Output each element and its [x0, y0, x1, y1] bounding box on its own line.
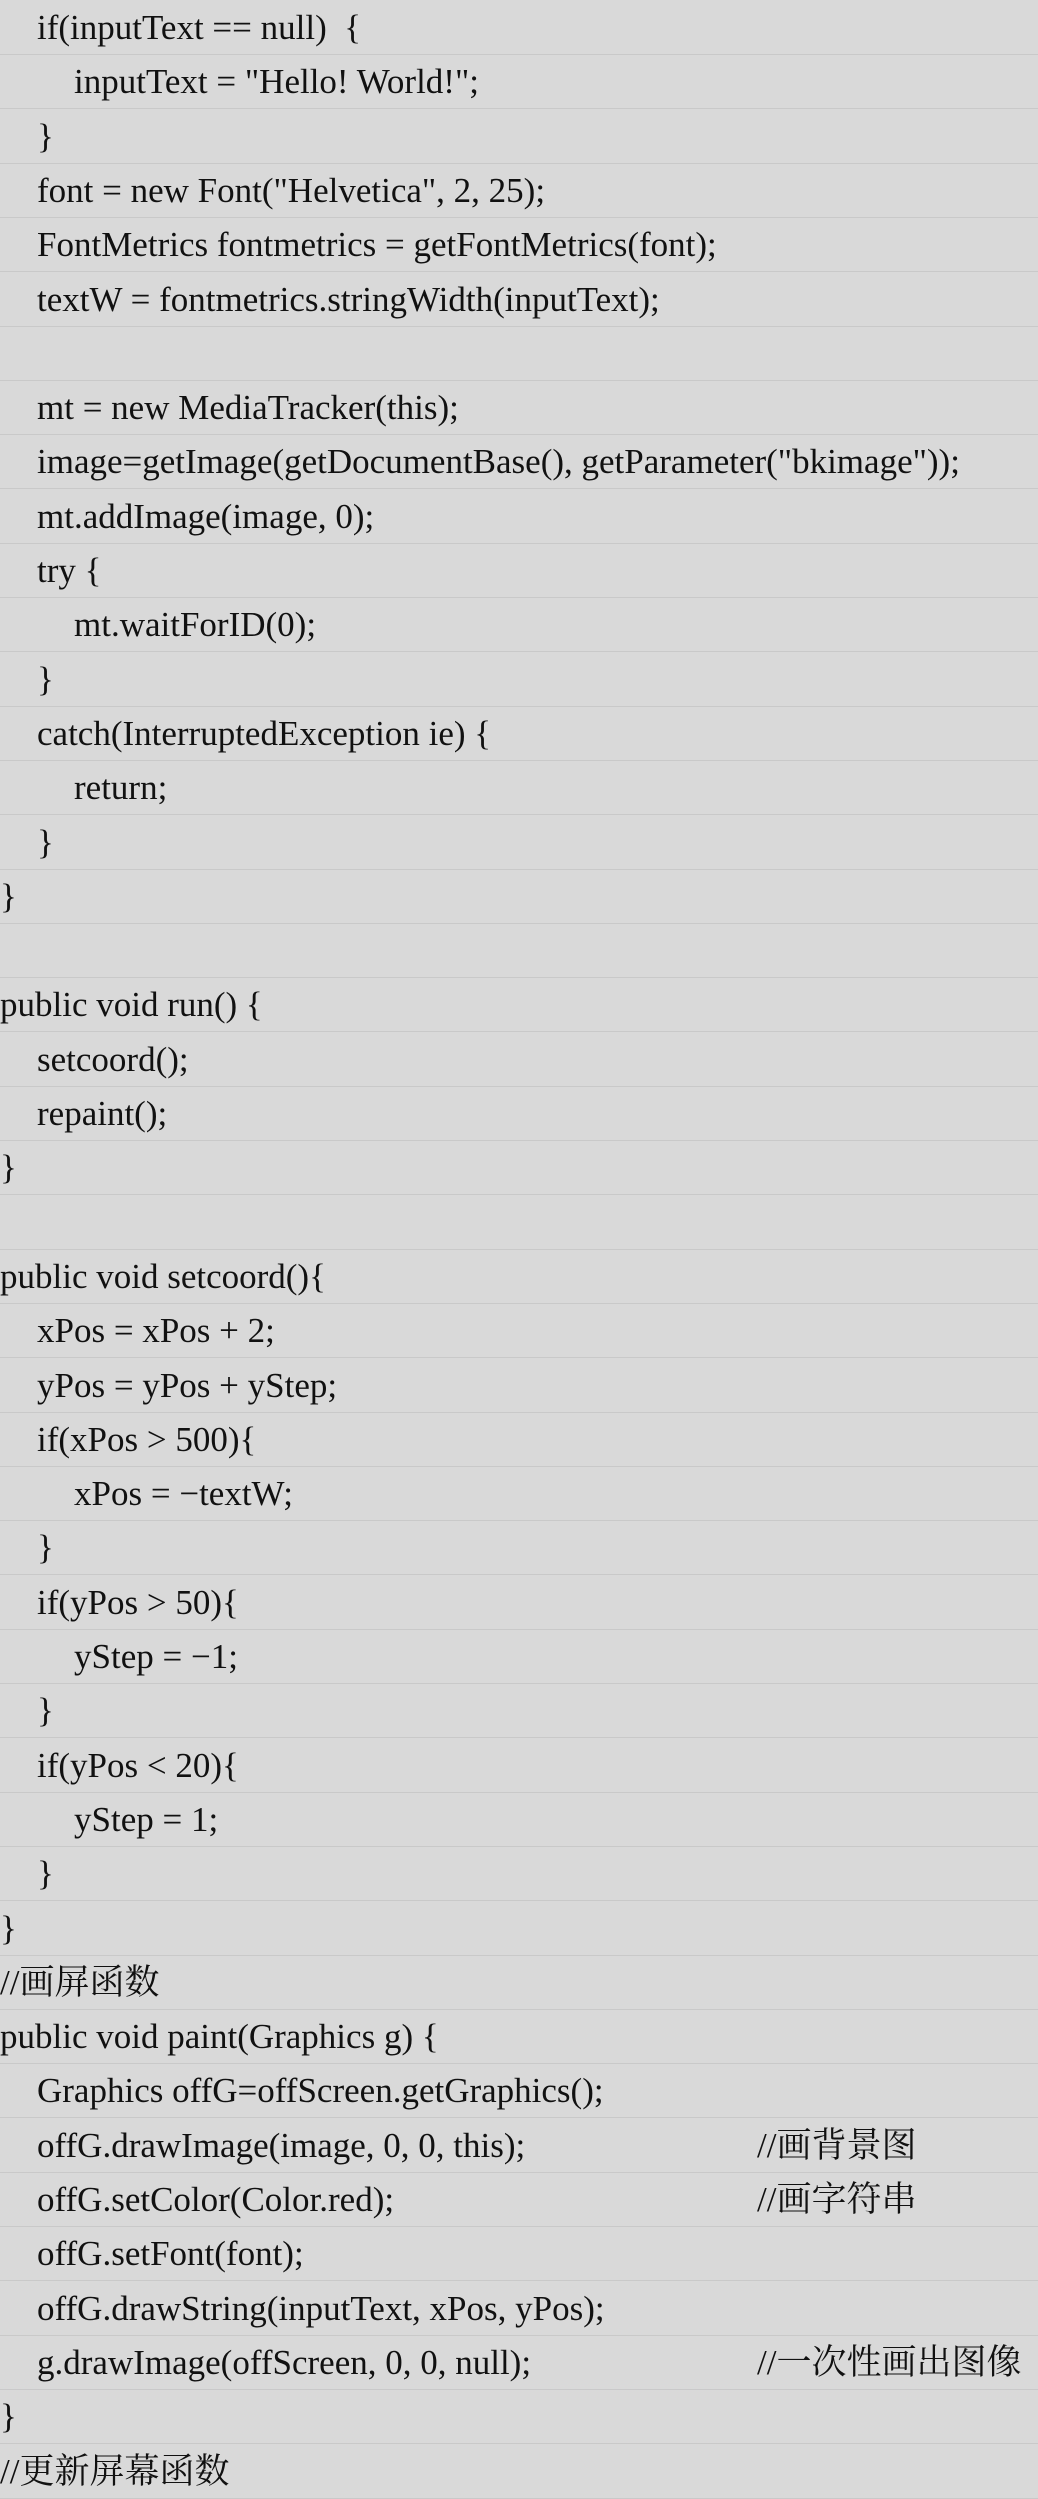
code-line	[0, 164, 1038, 218]
code-line	[0, 707, 1038, 761]
code-text: offG.setFont(font);	[37, 2234, 304, 2273]
code-text: //更新屏幕函数	[0, 2452, 230, 2491]
code-line	[0, 1684, 1038, 1738]
code-line	[0, 653, 1038, 707]
code-line	[0, 218, 1038, 272]
code-line	[0, 327, 1038, 381]
code-text: }	[37, 823, 54, 862]
code-text: mt.addImage(image, 0);	[37, 497, 375, 536]
code-line	[0, 1576, 1038, 1630]
code-line	[0, 1467, 1038, 1521]
code-line	[0, 1413, 1038, 1467]
code-text: if(inputText == null) {	[37, 8, 362, 47]
code-line	[0, 1956, 1038, 2010]
code-line	[0, 1141, 1038, 1195]
code-text: if(yPos > 50){	[37, 1583, 239, 1622]
code-comment: //画背景图	[757, 2126, 917, 2165]
code-line	[0, 55, 1038, 109]
code-text: xPos = xPos + 2;	[37, 1311, 275, 1350]
code-text: font = new Font("Helvetica", 2, 25);	[37, 171, 546, 210]
code-line	[0, 1847, 1038, 1901]
code-line	[0, 2445, 1038, 2499]
code-line	[0, 110, 1038, 164]
code-text: //画屏函数	[0, 1963, 160, 2002]
code-line	[0, 2390, 1038, 2444]
code-text: public void run() {	[0, 985, 263, 1024]
code-text: }	[0, 877, 17, 916]
code-line	[0, 1, 1038, 55]
code-line	[0, 924, 1038, 978]
code-line	[0, 273, 1038, 327]
code-text: public void setcoord(){	[0, 1257, 326, 1296]
code-line	[0, 1087, 1038, 1141]
code-text: repaint();	[37, 1094, 168, 1133]
code-line	[0, 870, 1038, 924]
code-text: return;	[74, 768, 168, 807]
code-comment: //画字符串	[757, 2180, 917, 2219]
code-text: offG.setColor(Color.red);	[37, 2180, 395, 2219]
code-text: }	[0, 2397, 17, 2436]
code-text: textW = fontmetrics.stringWidth(inputText);	[37, 280, 660, 319]
code-text: image=getImage(getDocumentBase(), getParameter("bkimage"));	[37, 442, 960, 481]
code-text: g.drawImage(offScreen, 0, 0, null);	[37, 2343, 532, 2382]
code-text: inputText = "Hello! World!";	[74, 62, 479, 101]
code-text: }	[37, 117, 54, 156]
code-text: }	[37, 1528, 54, 1567]
code-line	[0, 2119, 1038, 2173]
code-line	[0, 598, 1038, 652]
code-line	[0, 1033, 1038, 1087]
code-line	[0, 1359, 1038, 1413]
code-line	[0, 1630, 1038, 1684]
code-line	[0, 490, 1038, 544]
code-line	[0, 381, 1038, 435]
code-text: public void paint(Graphics g) {	[0, 2017, 439, 2056]
code-line	[0, 816, 1038, 870]
code-text: offG.drawImage(image, 0, 0, this);	[37, 2126, 526, 2165]
code-line	[0, 2010, 1038, 2064]
code-text: Graphics offG=offScreen.getGraphics();	[37, 2071, 604, 2110]
code-text: yStep = −1;	[74, 1637, 238, 1676]
code-text: if(xPos > 500){	[37, 1420, 257, 1459]
code-text: yPos = yPos + yStep;	[37, 1366, 338, 1405]
code-line	[0, 761, 1038, 815]
code-text: offG.drawString(inputText, xPos, yPos);	[37, 2289, 605, 2328]
code-line	[0, 1304, 1038, 1358]
code-text: yStep = 1;	[74, 1800, 219, 1839]
code-text: mt = new MediaTracker(this);	[37, 388, 459, 427]
code-text: try {	[37, 551, 102, 590]
code-line	[0, 1739, 1038, 1793]
code-text: FontMetrics fontmetrics = getFontMetrics(font);	[37, 225, 717, 264]
code-text: setcoord();	[37, 1040, 189, 1079]
code-text: }	[37, 1854, 54, 1893]
code-text: if(yPos < 20){	[37, 1746, 239, 1785]
code-line	[0, 2064, 1038, 2118]
code-line	[0, 1902, 1038, 1956]
code-line	[0, 1250, 1038, 1304]
code-text: }	[0, 1148, 17, 1187]
code-line	[0, 1196, 1038, 1250]
code-text: catch(InterruptedException ie) {	[37, 714, 492, 753]
code-line	[0, 2336, 1038, 2390]
code-text: }	[37, 1691, 54, 1730]
code-line	[0, 978, 1038, 1032]
code-text: mt.waitForID(0);	[74, 605, 317, 644]
code-text: xPos = −textW;	[74, 1474, 294, 1513]
code-line	[0, 2173, 1038, 2227]
code-line	[0, 2227, 1038, 2281]
code-line	[0, 435, 1038, 489]
code-text: }	[37, 660, 54, 699]
code-line	[0, 1521, 1038, 1575]
code-comment: //一次性画出图像	[757, 2343, 1022, 2382]
code-text: }	[0, 1909, 17, 1948]
code-line	[0, 544, 1038, 598]
code-line	[0, 2282, 1038, 2336]
code-line	[0, 1793, 1038, 1847]
